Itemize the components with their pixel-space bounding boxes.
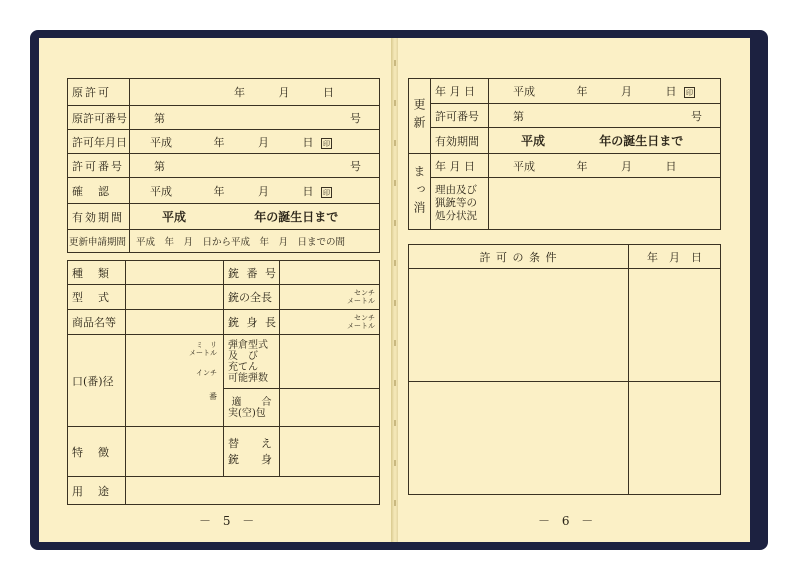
original-permit-label: 原許可 bbox=[68, 79, 130, 106]
seal-stamp-icon: 印 bbox=[686, 89, 693, 97]
total-length-unit: センチ メートル bbox=[280, 285, 380, 310]
stitch-mark bbox=[394, 460, 396, 466]
condition-entry-date bbox=[629, 269, 721, 382]
page-number-left: － 5 － bbox=[199, 514, 259, 528]
condition-entry bbox=[409, 269, 629, 382]
product-name-value bbox=[126, 310, 224, 335]
spare-barrel-value bbox=[280, 427, 380, 477]
permit-info-table bbox=[67, 78, 380, 253]
original-permit-date: 年 月 日 bbox=[130, 79, 380, 106]
permit-date: 平成 年 月 日 印 bbox=[130, 130, 380, 154]
page-number-right: － 6 － bbox=[538, 514, 598, 528]
valid-period-label: 有効期間 bbox=[68, 204, 130, 230]
serial-number-value bbox=[280, 261, 380, 285]
cancellation-title: まっ消 bbox=[409, 154, 431, 230]
features-value bbox=[126, 427, 224, 477]
use-value bbox=[126, 477, 380, 505]
product-name-label: 商品名等 bbox=[68, 310, 126, 335]
original-permit-number: 第 号 bbox=[130, 106, 380, 130]
caliber-units: ミ リ メートル インチ 番 bbox=[126, 335, 224, 427]
permit-number-label: 許可番号 bbox=[68, 154, 130, 178]
stitch-mark bbox=[394, 500, 396, 506]
serial-number-label: 銃 番 号 bbox=[224, 261, 280, 285]
renewal-table bbox=[408, 78, 721, 230]
caliber-label: 口(番)径 bbox=[68, 335, 126, 427]
use-label: 用 途 bbox=[68, 477, 126, 505]
ammo-label: 適 合 実(空)包 bbox=[224, 389, 280, 427]
spare-barrel-label: 替 え 銃 身 bbox=[224, 427, 280, 477]
stitch-mark bbox=[394, 60, 396, 66]
features-label: 特 徴 bbox=[68, 427, 126, 477]
cancellation-date-label: 年 月 日 bbox=[431, 154, 489, 178]
stitch-mark bbox=[394, 300, 396, 306]
stitch-mark bbox=[394, 380, 396, 386]
reason-value bbox=[489, 178, 721, 230]
reason-label: 理由及び 猟銃等の 処分状況 bbox=[431, 178, 489, 230]
left-page bbox=[39, 38, 393, 542]
renewal-number-label: 許可番号 bbox=[431, 104, 489, 128]
permit-date-label: 許可年月日 bbox=[68, 130, 130, 154]
stitch-mark bbox=[394, 260, 396, 266]
renewal-date: 平成 年 月 日 印 bbox=[489, 79, 721, 104]
renewal-valid-label: 有効期間 bbox=[431, 128, 489, 154]
stitch-mark bbox=[394, 100, 396, 106]
stitch-mark bbox=[394, 420, 396, 426]
stitch-mark bbox=[394, 340, 396, 346]
conditions-table bbox=[408, 244, 721, 495]
magazine-value bbox=[280, 335, 380, 389]
valid-period-value: 平成 年の誕生日まで bbox=[130, 204, 380, 230]
original-permit-number-label: 原許可番号 bbox=[68, 106, 130, 130]
cancellation-date: 平成 年 月 日 bbox=[489, 154, 721, 178]
total-length-label: 銃の全長 bbox=[224, 285, 280, 310]
stitch-mark bbox=[394, 140, 396, 146]
conditions-header: 許 可 の 条 件 bbox=[409, 245, 629, 269]
right-page bbox=[397, 38, 750, 542]
renewal-date-label: 年 月 日 bbox=[431, 79, 489, 104]
ammo-value bbox=[280, 389, 380, 427]
barrel-length-unit: センチ メートル bbox=[280, 310, 380, 335]
type-value bbox=[126, 261, 224, 285]
barrel-length-label: 銃 身 長 bbox=[224, 310, 280, 335]
renewal-period-label: 更新申請期間 bbox=[68, 230, 130, 253]
model-value bbox=[126, 285, 224, 310]
confirm-date: 平成 年 月 日 印 bbox=[130, 178, 380, 204]
type-label: 種 類 bbox=[68, 261, 126, 285]
seal-stamp-icon: 印 bbox=[323, 139, 330, 148]
seal-stamp-icon: 印 bbox=[323, 188, 330, 197]
permit-number: 第 号 bbox=[130, 154, 380, 178]
condition-entry-date bbox=[629, 382, 721, 495]
renewal-valid-value: 平成 年の誕生日まで bbox=[489, 128, 721, 154]
condition-entry bbox=[409, 382, 629, 495]
renewal-period-value: 平成 年 月 日から平成 年 月 日までの間 bbox=[130, 230, 380, 253]
firearm-detail-table bbox=[67, 260, 380, 505]
renewal-title: 更新 bbox=[409, 79, 431, 154]
magazine-label: 弾倉型式 及 び 充てん 可能弾数 bbox=[224, 335, 280, 389]
model-label: 型 式 bbox=[68, 285, 126, 310]
conditions-date-header: 年 月 日 bbox=[629, 245, 721, 269]
stitch-mark bbox=[394, 180, 396, 186]
confirm-label: 確 認 bbox=[68, 178, 130, 204]
renewal-number: 第 号 bbox=[489, 104, 721, 128]
stitch-mark bbox=[394, 220, 396, 226]
